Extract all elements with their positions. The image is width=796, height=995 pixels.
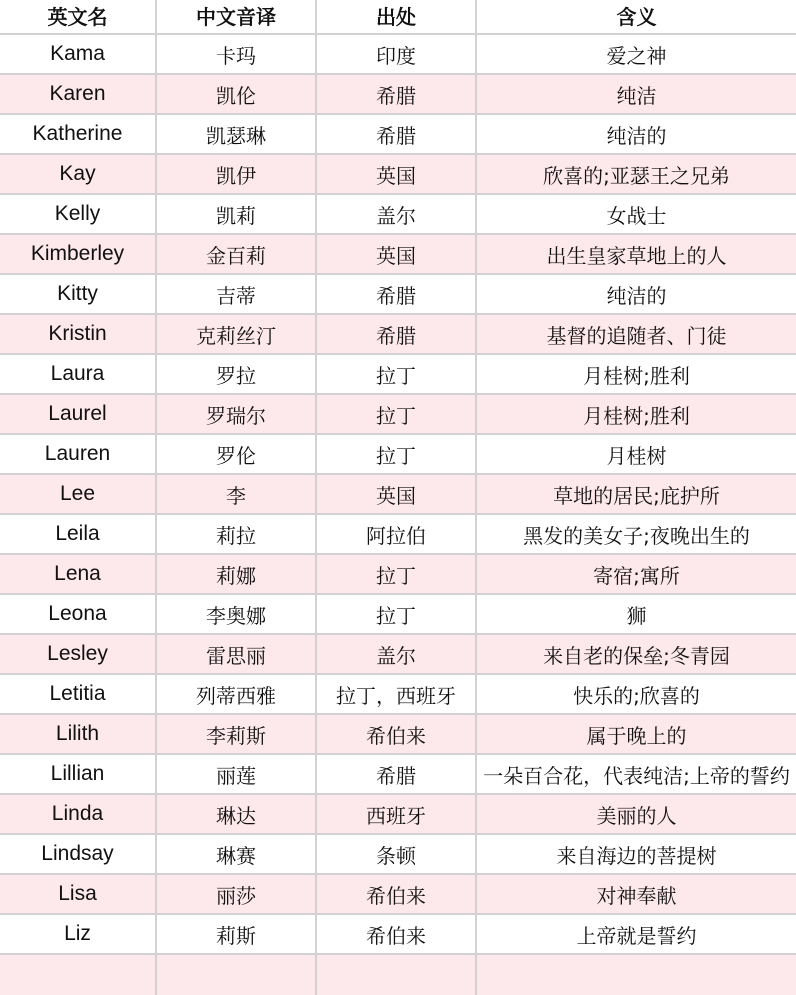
meaning-cell: 快乐的;欣喜的 bbox=[573, 683, 700, 708]
table-row bbox=[0, 75, 796, 115]
meaning-cell: 来自老的保垒;冬青园 bbox=[543, 643, 730, 668]
chinese-name-cell: 列蒂西雅 bbox=[157, 675, 317, 713]
origin-cell: 盖尔 bbox=[317, 635, 477, 673]
chinese-name-cell: 卡玛 bbox=[157, 35, 317, 73]
origin-cell: 条顿 bbox=[317, 835, 477, 873]
meaning-cell: 黑发的美女子;夜晚出生的 bbox=[523, 523, 750, 548]
meaning-cell: 爱之神 bbox=[606, 43, 667, 68]
meaning-cell: 美丽的人 bbox=[596, 803, 677, 828]
meaning-cell: 对神奉献 bbox=[596, 883, 677, 908]
chinese-name-cell: 李莉斯 bbox=[157, 715, 317, 753]
english-name-cell: Lesley bbox=[0, 635, 157, 673]
chinese-name-cell: 莉斯 bbox=[157, 915, 317, 953]
header-meaning: 含义 bbox=[616, 4, 657, 29]
english-name-cell: Katherine bbox=[0, 115, 157, 153]
table-row bbox=[0, 355, 796, 395]
meaning-cell: 纯洁的 bbox=[606, 283, 667, 308]
meaning-cell: 纯洁的 bbox=[606, 123, 667, 148]
english-name-cell: Kama bbox=[0, 35, 157, 73]
table-row bbox=[0, 755, 796, 795]
chinese-name-cell: 金百莉 bbox=[157, 235, 317, 273]
table-row bbox=[0, 635, 796, 675]
english-name-cell: Leila bbox=[0, 515, 157, 553]
origin-cell: 印度 bbox=[317, 35, 477, 73]
table-row bbox=[0, 115, 796, 155]
meaning-cell: 月桂树;胜利 bbox=[583, 363, 690, 388]
table-row bbox=[0, 875, 796, 915]
english-name-cell: Lisa bbox=[0, 875, 157, 913]
table-row bbox=[0, 315, 796, 355]
meaning-cell: 月桂树 bbox=[606, 443, 667, 468]
origin-cell: 英国 bbox=[317, 155, 477, 193]
meaning-cell: 一朵百合花，代表纯洁;上帝的誓约 bbox=[483, 763, 790, 788]
origin-cell: 英国 bbox=[317, 475, 477, 513]
chinese-name-cell: 琳赛 bbox=[157, 835, 317, 873]
meaning-cell: 草地的居民;庇护所 bbox=[553, 483, 720, 508]
table-row bbox=[0, 555, 796, 595]
origin-cell: 希伯来 bbox=[317, 915, 477, 953]
english-name-cell: Linda bbox=[0, 795, 157, 833]
table-row bbox=[0, 395, 796, 435]
table-cell bbox=[157, 955, 317, 995]
table-row bbox=[0, 435, 796, 475]
english-name-cell: Leona bbox=[0, 595, 157, 633]
table-row bbox=[0, 475, 796, 515]
english-name-cell: Laura bbox=[0, 355, 157, 393]
english-name-cell: Kay bbox=[0, 155, 157, 193]
chinese-name-cell: 琳达 bbox=[157, 795, 317, 833]
chinese-name-cell: 莉娜 bbox=[157, 555, 317, 593]
chinese-name-cell: 莉拉 bbox=[157, 515, 317, 553]
english-name-cell: Lee bbox=[0, 475, 157, 513]
english-name-cell: Lilith bbox=[0, 715, 157, 753]
origin-cell: 希腊 bbox=[317, 315, 477, 353]
english-name-cell: Letitia bbox=[0, 675, 157, 713]
origin-cell: 拉丁 bbox=[317, 435, 477, 473]
origin-cell: 希腊 bbox=[317, 115, 477, 153]
origin-cell: 希腊 bbox=[317, 755, 477, 793]
chinese-name-cell: 凯莉 bbox=[157, 195, 317, 233]
meaning-cell: 女战士 bbox=[606, 203, 667, 228]
english-name-cell: Lena bbox=[0, 555, 157, 593]
chinese-name-cell: 李 bbox=[157, 475, 317, 513]
meaning-cell: 狮 bbox=[626, 603, 647, 628]
english-name-cell: Karen bbox=[0, 75, 157, 113]
meaning-cell: 来自海边的菩提树 bbox=[556, 843, 717, 868]
origin-cell: 阿拉伯 bbox=[317, 515, 477, 553]
header-chinese-transliteration: 中文音译 bbox=[157, 0, 317, 33]
table-header-row bbox=[0, 0, 796, 35]
chinese-name-cell: 凯伦 bbox=[157, 75, 317, 113]
table-row bbox=[0, 275, 796, 315]
meaning-cell: 基督的追随者、门徒 bbox=[546, 323, 727, 348]
table-cell bbox=[317, 955, 477, 995]
origin-cell: 拉丁，西班牙 bbox=[317, 675, 477, 713]
origin-cell: 希腊 bbox=[317, 275, 477, 313]
header-english-name: 英文名 bbox=[0, 0, 157, 33]
meaning-cell: 寄宿;寓所 bbox=[593, 563, 680, 588]
origin-cell: 拉丁 bbox=[317, 395, 477, 433]
table-cell bbox=[477, 955, 796, 995]
origin-cell: 英国 bbox=[317, 235, 477, 273]
chinese-name-cell: 丽莎 bbox=[157, 875, 317, 913]
origin-cell: 希腊 bbox=[317, 75, 477, 113]
meaning-cell: 出生皇家草地上的人 bbox=[546, 243, 727, 268]
chinese-name-cell: 李奥娜 bbox=[157, 595, 317, 633]
table-row bbox=[0, 155, 796, 195]
meaning-cell: 属于晚上的 bbox=[586, 723, 687, 748]
origin-cell: 希伯来 bbox=[317, 875, 477, 913]
english-name-cell: Lindsay bbox=[0, 835, 157, 873]
origin-cell: 拉丁 bbox=[317, 355, 477, 393]
origin-cell: 希伯来 bbox=[317, 715, 477, 753]
table-body bbox=[0, 35, 796, 955]
english-name-cell: Kelly bbox=[0, 195, 157, 233]
chinese-name-cell: 凯瑟琳 bbox=[157, 115, 317, 153]
table-row-partial bbox=[0, 955, 796, 995]
english-name-cell: Lillian bbox=[0, 755, 157, 793]
english-name-cell: Kimberley bbox=[0, 235, 157, 273]
meaning-cell: 欣喜的;亚瑟王之兄弟 bbox=[543, 163, 730, 188]
origin-cell: 拉丁 bbox=[317, 595, 477, 633]
chinese-name-cell: 克莉丝汀 bbox=[157, 315, 317, 353]
table-row bbox=[0, 515, 796, 555]
english-name-cell: Kitty bbox=[0, 275, 157, 313]
chinese-name-cell: 凯伊 bbox=[157, 155, 317, 193]
table-row bbox=[0, 195, 796, 235]
chinese-name-cell: 罗瑞尔 bbox=[157, 395, 317, 433]
chinese-name-cell: 雷思丽 bbox=[157, 635, 317, 673]
table-row bbox=[0, 795, 796, 835]
meaning-cell: 上帝就是誓约 bbox=[576, 923, 697, 948]
chinese-name-cell: 罗拉 bbox=[157, 355, 317, 393]
english-name-cell: Liz bbox=[0, 915, 157, 953]
table-row bbox=[0, 35, 796, 75]
chinese-name-cell: 罗伦 bbox=[157, 435, 317, 473]
table-row bbox=[0, 675, 796, 715]
table-row bbox=[0, 835, 796, 875]
table-row bbox=[0, 915, 796, 955]
english-name-cell: Lauren bbox=[0, 435, 157, 473]
meaning-cell: 月桂树;胜利 bbox=[583, 403, 690, 428]
table-row bbox=[0, 235, 796, 275]
chinese-name-cell: 丽莲 bbox=[157, 755, 317, 793]
table-cell bbox=[0, 955, 157, 995]
english-name-cell: Kristin bbox=[0, 315, 157, 353]
origin-cell: 西班牙 bbox=[317, 795, 477, 833]
meaning-cell: 纯洁 bbox=[616, 83, 657, 108]
table-row bbox=[0, 715, 796, 755]
origin-cell: 盖尔 bbox=[317, 195, 477, 233]
origin-cell: 拉丁 bbox=[317, 555, 477, 593]
chinese-name-cell: 吉蒂 bbox=[157, 275, 317, 313]
english-name-cell: Laurel bbox=[0, 395, 157, 433]
header-origin: 出处 bbox=[317, 0, 477, 33]
table-row bbox=[0, 595, 796, 635]
